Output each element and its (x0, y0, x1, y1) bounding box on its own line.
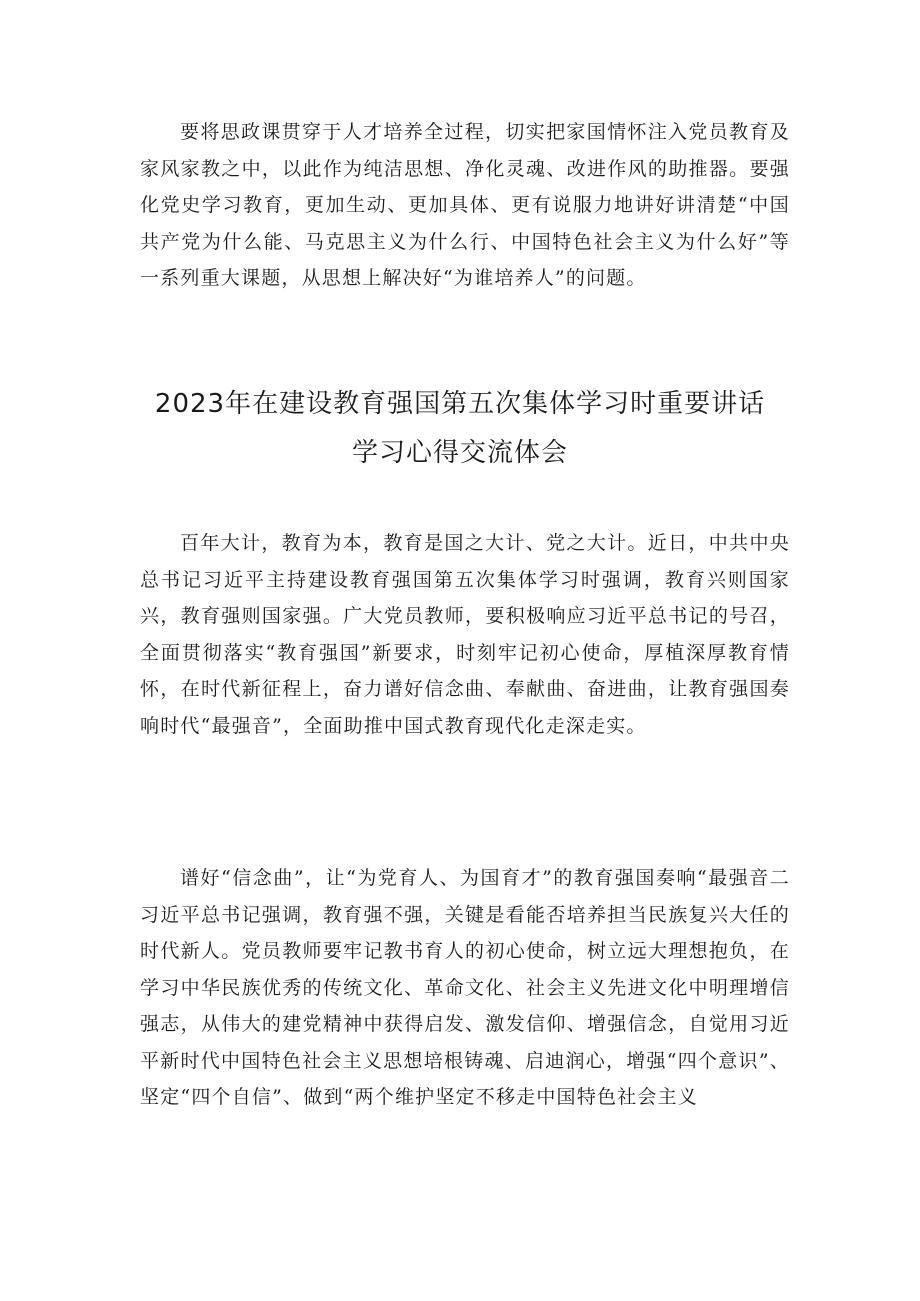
paragraph-body-1: 百年大计，教育为本，教育是国之大计、党之大计。近日，中共中央总书记习近平主持建设教育强国第五次集体学习时强调，教育兴则国家兴，教育强则国家强。广大党员教师，要积极响应习近平总书记的号召，全面贯彻落实“教育强国”新要求，时刻牢记初心使命，厚植深厚教育情怀，在时代新征程上，奋力谱好信念曲、奉献曲、奋进曲，让教育强国奏响时代“最强音”，全面助推中国式教育现代化走深走实。 (140, 532, 790, 737)
title-line-2: 学习心得交流体会 (351, 438, 568, 468)
document-title (100, 380, 820, 478)
paragraph-intro: 要将思政课贯穿于人才培养全过程，切实把家国情怀注入党员教育及家风家教之中，以此作为纯洁思想、净化灵魂、改进作风的助推器。要强化党史学习教育，更加生动、更加具体、更有说服力地讲好讲清楚“中国共产党为什么能、马克思主义为什么行、中国特色社会主义为什么好”等一系列重大课题，从思想上解决好“为谁培养人”的问题。 (140, 121, 790, 289)
paragraph-body-2: 谱好“信念曲”，让“为党育人、为国育才”的教育强国奏响“最强音二习近平总书记强调，教育强不强，关键是看能否培养担当民族复兴大任的时代新人。党员教师要牢记教书育人的初心使命，树立远大理想抱负，在学习中华民族优秀的传统文化、革命文化、社会主义先进文化中明理增信强志，从伟大的建党精神中获得启发、激发信仰、增强信念，自觉用习近平新时代中国特色社会主义思想培根铸魂、启迪润心，增强“四个意识”、坚定“四个自信”、做到“两个维护坚定不移走中国特色社会主义 (140, 867, 790, 1108)
title-line-1: 2023年在建设教育强国第五次集体学习时重要讲话 (154, 389, 766, 419)
